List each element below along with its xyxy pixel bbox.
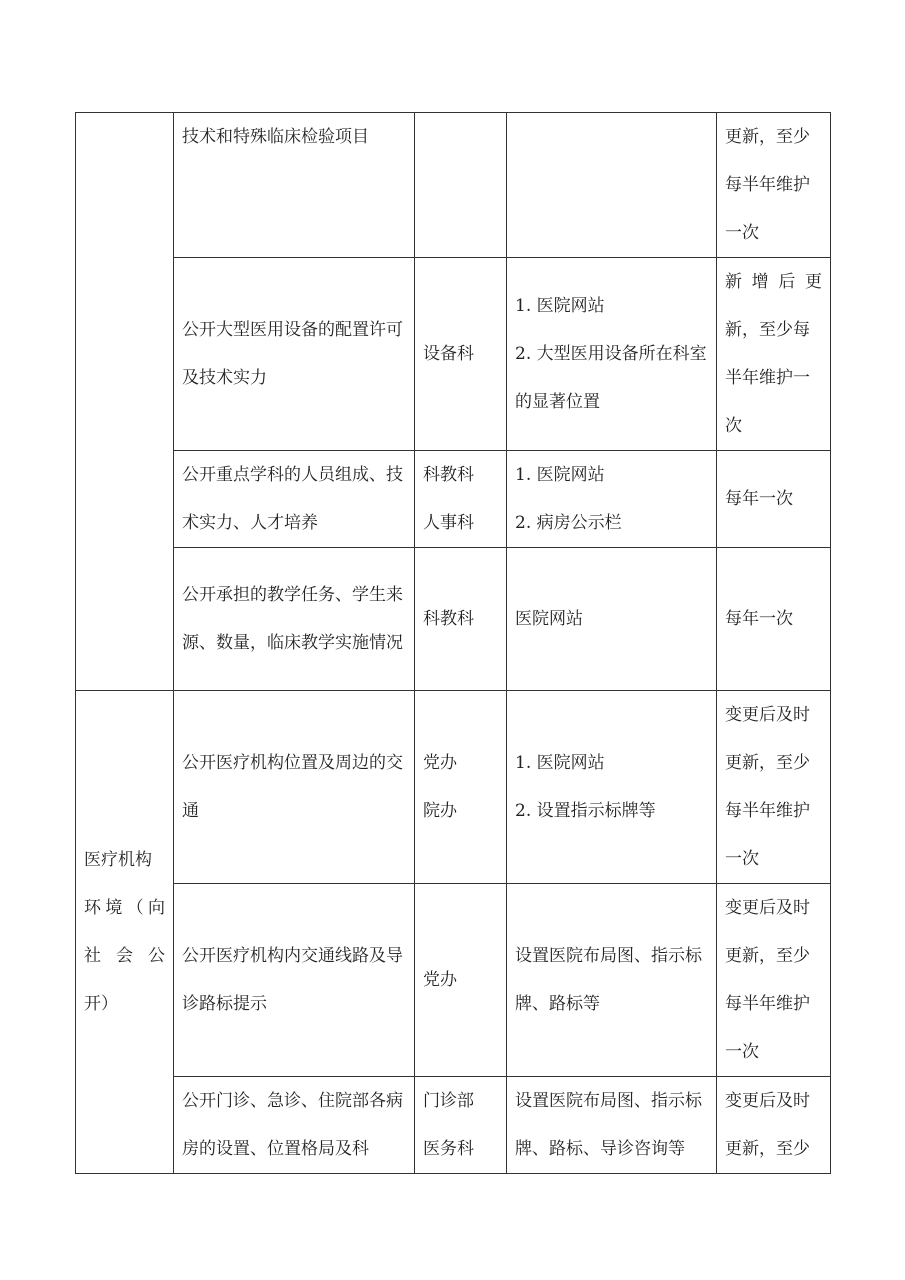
method-cell [507,1077,717,1174]
table-row [76,884,831,1077]
frequency-line: 一次 [725,849,759,869]
frequency-line: 变更后及时 [725,705,810,725]
category-line: 医疗机构 [84,850,152,870]
content-text: 技术和特殊临床检验项目 [182,127,369,147]
dept-cell [415,451,507,548]
dept-line: 人事科 [423,513,474,533]
frequency-line: 更新，至少 [725,1139,810,1159]
dept-cell [415,884,507,1077]
content-cell [174,548,415,691]
method-line: 1. 医院网站 [515,296,605,316]
method-line: 2. 大型医用设备所在科室的显著位置 [515,344,707,412]
frequency-line: 变更后及时 [725,898,810,918]
frequency-line: 每年一次 [725,489,793,509]
frequency-line: 每半年维护 [725,801,810,821]
dept-line: 门诊部 [423,1091,474,1111]
frequency-line: 一次 [725,1042,759,1062]
frequency-line: 更新，至少 [725,127,810,147]
frequency-line: 每年一次 [725,609,793,629]
content-text: 公开重点学科的人员组成、技术实力、人才培养 [182,465,403,533]
table-row [76,691,831,884]
frequency-line: 新，至少每 [725,320,810,340]
category-cell-empty [76,113,174,691]
frequency-line: 每半年维护 [725,175,810,195]
category-line: 开） [84,994,118,1014]
content-cell [174,113,415,258]
frequency-cell [717,258,831,451]
content-cell [174,884,415,1077]
table-row [76,113,831,258]
table-row [76,258,831,451]
dept-cell [415,548,507,691]
method-cell [507,884,717,1077]
dept-line: 医务科 [423,1139,474,1159]
dept-cell [415,1077,507,1174]
frequency-line: 更新，至少 [725,753,810,773]
dept-line: 党办 [423,753,457,773]
method-text: 设置医院布局图、指示标牌、路标等 [515,946,702,1014]
dept-line: 设备科 [423,344,474,364]
content-text: 公开医疗机构内交通线路及导诊路标提示 [182,946,403,1014]
frequency-cell [717,113,831,258]
content-text: 公开承担的教学任务、学生来源、数量，临床教学实施情况 [182,585,403,653]
method-cell [507,258,717,451]
method-line: 医院网站 [515,609,583,629]
frequency-cell [717,451,831,548]
dept-line: 科教科 [423,609,474,629]
dept-cell [415,113,507,258]
dept-cell [415,691,507,884]
method-cell [507,451,717,548]
table-row [76,548,831,691]
frequency-line: 一次 [725,223,759,243]
frequency-cell [717,548,831,691]
content-cell [174,258,415,451]
dept-cell [415,258,507,451]
content-cell [174,451,415,548]
method-line: 2. 设置指示标牌等 [515,801,656,821]
table-row [76,1077,831,1174]
method-line: 1. 医院网站 [515,753,605,773]
category-line: 环境（向 [84,898,165,918]
content-cell [174,691,415,884]
dept-line: 院办 [423,801,457,821]
frequency-line: 半年维护一 [725,368,810,388]
dept-line: 党办 [423,970,457,990]
frequency-line: 每半年维护 [725,994,810,1014]
frequency-line: 更新，至少 [725,946,810,966]
frequency-line: 变更后及时 [725,1091,810,1111]
method-text: 设置医院布局图、指示标牌、路标、导诊咨询等 [515,1091,702,1159]
method-line: 2. 病房公示栏 [515,513,622,533]
content-text: 公开医疗机构位置及周边的交通 [182,753,403,821]
frequency-cell [717,884,831,1077]
content-cell [174,1077,415,1174]
content-text: 公开大型医用设备的配置许可及技术实力 [182,320,403,388]
table-row [76,451,831,548]
disclosure-table [75,112,831,1174]
frequency-cell [717,1077,831,1174]
frequency-cell [717,691,831,884]
method-cell [507,691,717,884]
category-line: 社会公 [84,946,165,966]
frequency-line: 次 [725,416,742,436]
method-cell [507,113,717,258]
category-cell [76,691,174,1174]
dept-line: 科教科 [423,465,474,485]
content-text: 公开门诊、急诊、住院部各病房的设置、位置格局及科 [182,1091,403,1159]
method-line: 1. 医院网站 [515,465,605,485]
method-cell [507,548,717,691]
frequency-line: 新增后更 [725,272,822,292]
